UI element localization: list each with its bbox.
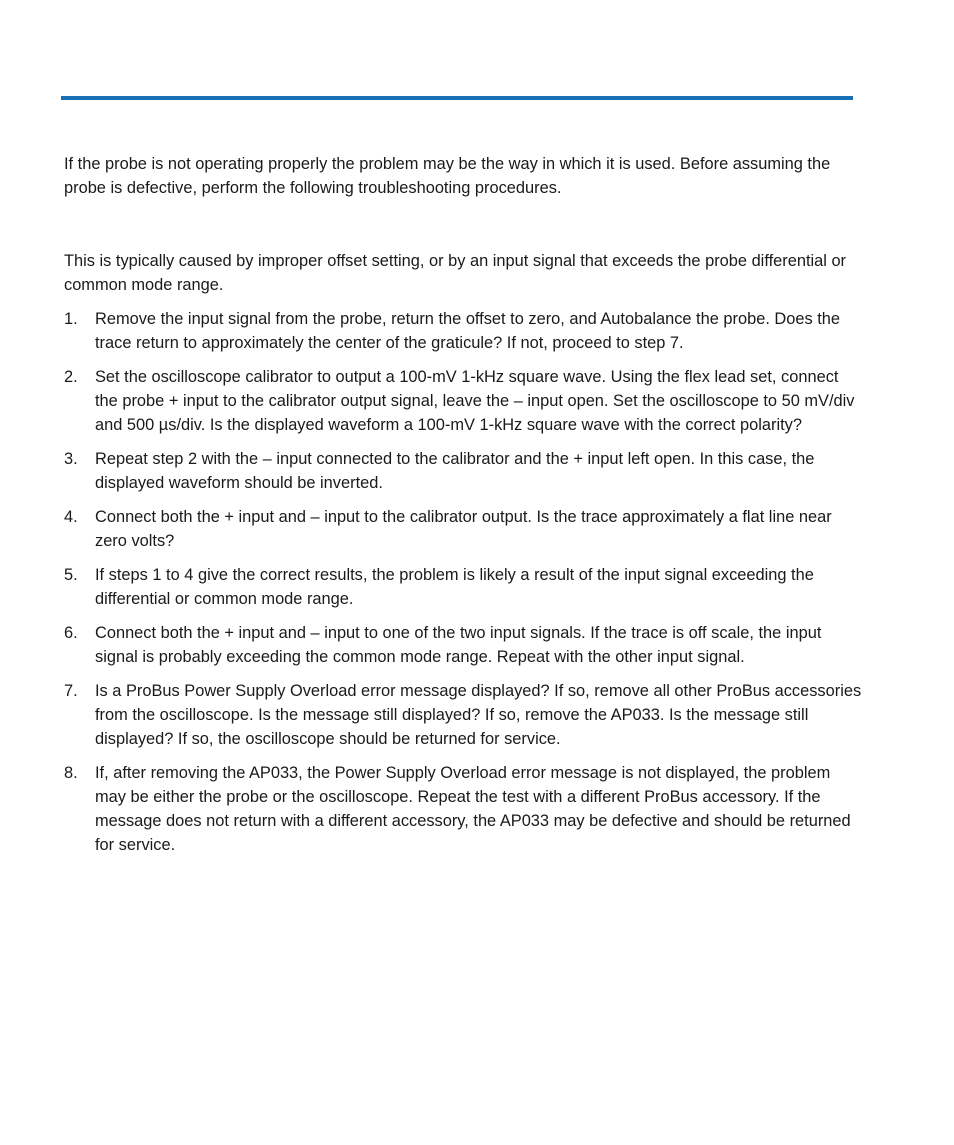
troubleshooting-steps — [64, 307, 864, 857]
document-body — [64, 152, 864, 867]
step-text: Set the oscilloscope calibrator to output a 100-mV 1-kHz square wave. Using the flex lead set, connect the probe + input to the calibrator output signal, leave the – input open. Set the oscilloscope to 50 mV/div and 500 µs/div. Is the displayed waveform a 100-mV 1-kHz square wave with the correct polarity? — [95, 368, 855, 434]
step-text: If, after removing the AP033, the Power Supply Overload error message is not displayed, the problem may be either the probe or the oscilloscope. Repeat the test with a different ProBus accessory. If the message does not return with a different accessory, the AP033 may be defective and should be returned for service. — [95, 764, 851, 854]
list-item — [64, 761, 864, 857]
step-number: 2. — [64, 368, 78, 386]
step-number: 3. — [64, 450, 78, 468]
step-text: Connect both the + input and – input to the calibrator output. Is the trace approximately a flat line near zero volts? — [95, 508, 832, 550]
cause-paragraph: This is typically caused by improper offset setting, or by an input signal that exceeds the probe differential or common mode range. — [64, 252, 847, 294]
step-number: 6. — [64, 624, 78, 642]
step-number: 8. — [64, 764, 78, 782]
step-number: 5. — [64, 566, 78, 584]
step-number: 7. — [64, 682, 78, 700]
step-text: Is a ProBus Power Supply Overload error message displayed? If so, remove all other ProBus accessories from the oscilloscope. Is the message still displayed? If so, remove the AP033. Is the message still displayed? If so, the oscilloscope should be returned for service. — [95, 682, 862, 748]
list-item — [64, 621, 864, 669]
step-number: 1. — [64, 310, 78, 328]
step-text: If steps 1 to 4 give the correct results, the problem is likely a result of the input signal exceeding the differential or common mode range. — [95, 566, 814, 608]
header-rule — [61, 96, 853, 100]
list-item — [64, 563, 864, 611]
list-item — [64, 679, 864, 751]
list-item — [64, 447, 864, 495]
intro-paragraph: If the probe is not operating properly the problem may be the way in which it is used. Before assuming the probe is defective, perform the following troubleshooting procedures. — [64, 155, 831, 197]
list-item — [64, 365, 864, 437]
list-item — [64, 505, 864, 553]
list-item — [64, 307, 864, 355]
step-text: Remove the input signal from the probe, return the offset to zero, and Autobalance the probe. Does the trace return to approximately the center of the graticule? If not, proceed to step 7. — [95, 310, 841, 352]
step-text: Repeat step 2 with the – input connected to the calibrator and the + input left open. In this case, the displayed waveform should be inverted. — [95, 450, 815, 492]
step-number: 4. — [64, 508, 78, 526]
step-text: Connect both the + input and – input to one of the two input signals. If the trace is off scale, the input signal is probably exceeding the common mode range. Repeat with the other input signal. — [95, 624, 822, 666]
